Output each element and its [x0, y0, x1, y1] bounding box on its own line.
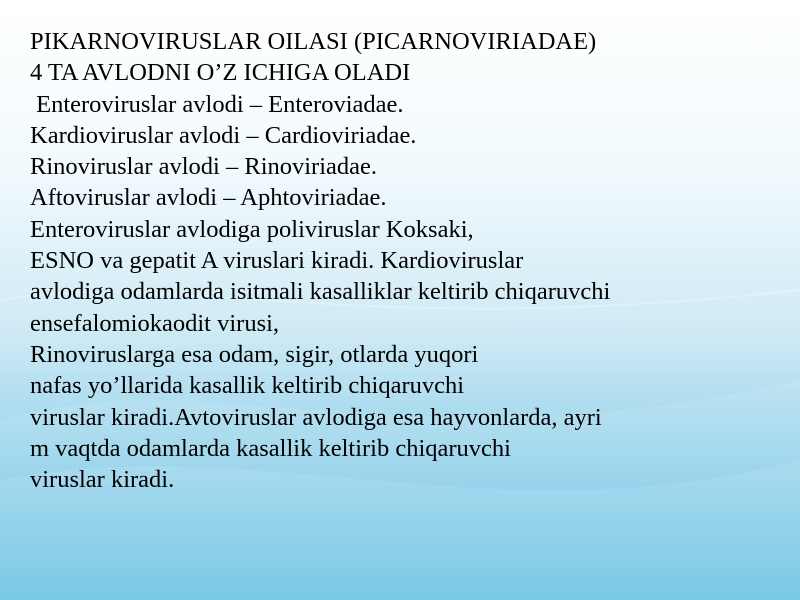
text-line: viruslar kiradi.Avtoviruslar avlodiga esa hayvonlarda, ayri	[30, 403, 602, 431]
slide-title-line-1: PIKARNOVIRUSLAR OILASI (PICARNOVIRIADAE)	[30, 28, 597, 55]
text-line: Rinoviruslarga esa odam, sigir, otlarda yuqori	[30, 340, 479, 368]
text-line: Aftoviruslar avlodi – Aphtoviriadae.	[30, 184, 387, 212]
text-line: Enteroviruslar avlodiga poliviruslar Koksaki,	[30, 215, 474, 243]
text-line: Rinoviruslar avlodi – Rinoviriadae.	[30, 153, 378, 181]
text-line: Kardioviruslar avlodi – Cardioviriadae.	[30, 121, 417, 149]
text-line: Enteroviruslar avlodi – Enteroviadae.	[30, 90, 404, 118]
slide-title-line-2: 4 TA AVLODNI O’Z ICHIGA OLADI	[30, 59, 411, 87]
text-line: nafas yo’llarida kasallik keltirib chiqaruvchi	[30, 372, 465, 400]
slide-text-body	[30, 26, 780, 495]
text-line: m vaqtda odamlarda kasallik keltirib chiqaruvchi	[30, 434, 511, 462]
text-line: ESNO va gepatit A viruslari kiradi. Kardioviruslar	[30, 247, 524, 275]
text-line: viruslar kiradi.	[30, 466, 175, 494]
text-line: ensefalomiokaodit virusi,	[30, 309, 280, 337]
text-line: avlodiga odamlarda isitmali kasalliklar keltirib chiqaruvchi	[30, 278, 611, 306]
